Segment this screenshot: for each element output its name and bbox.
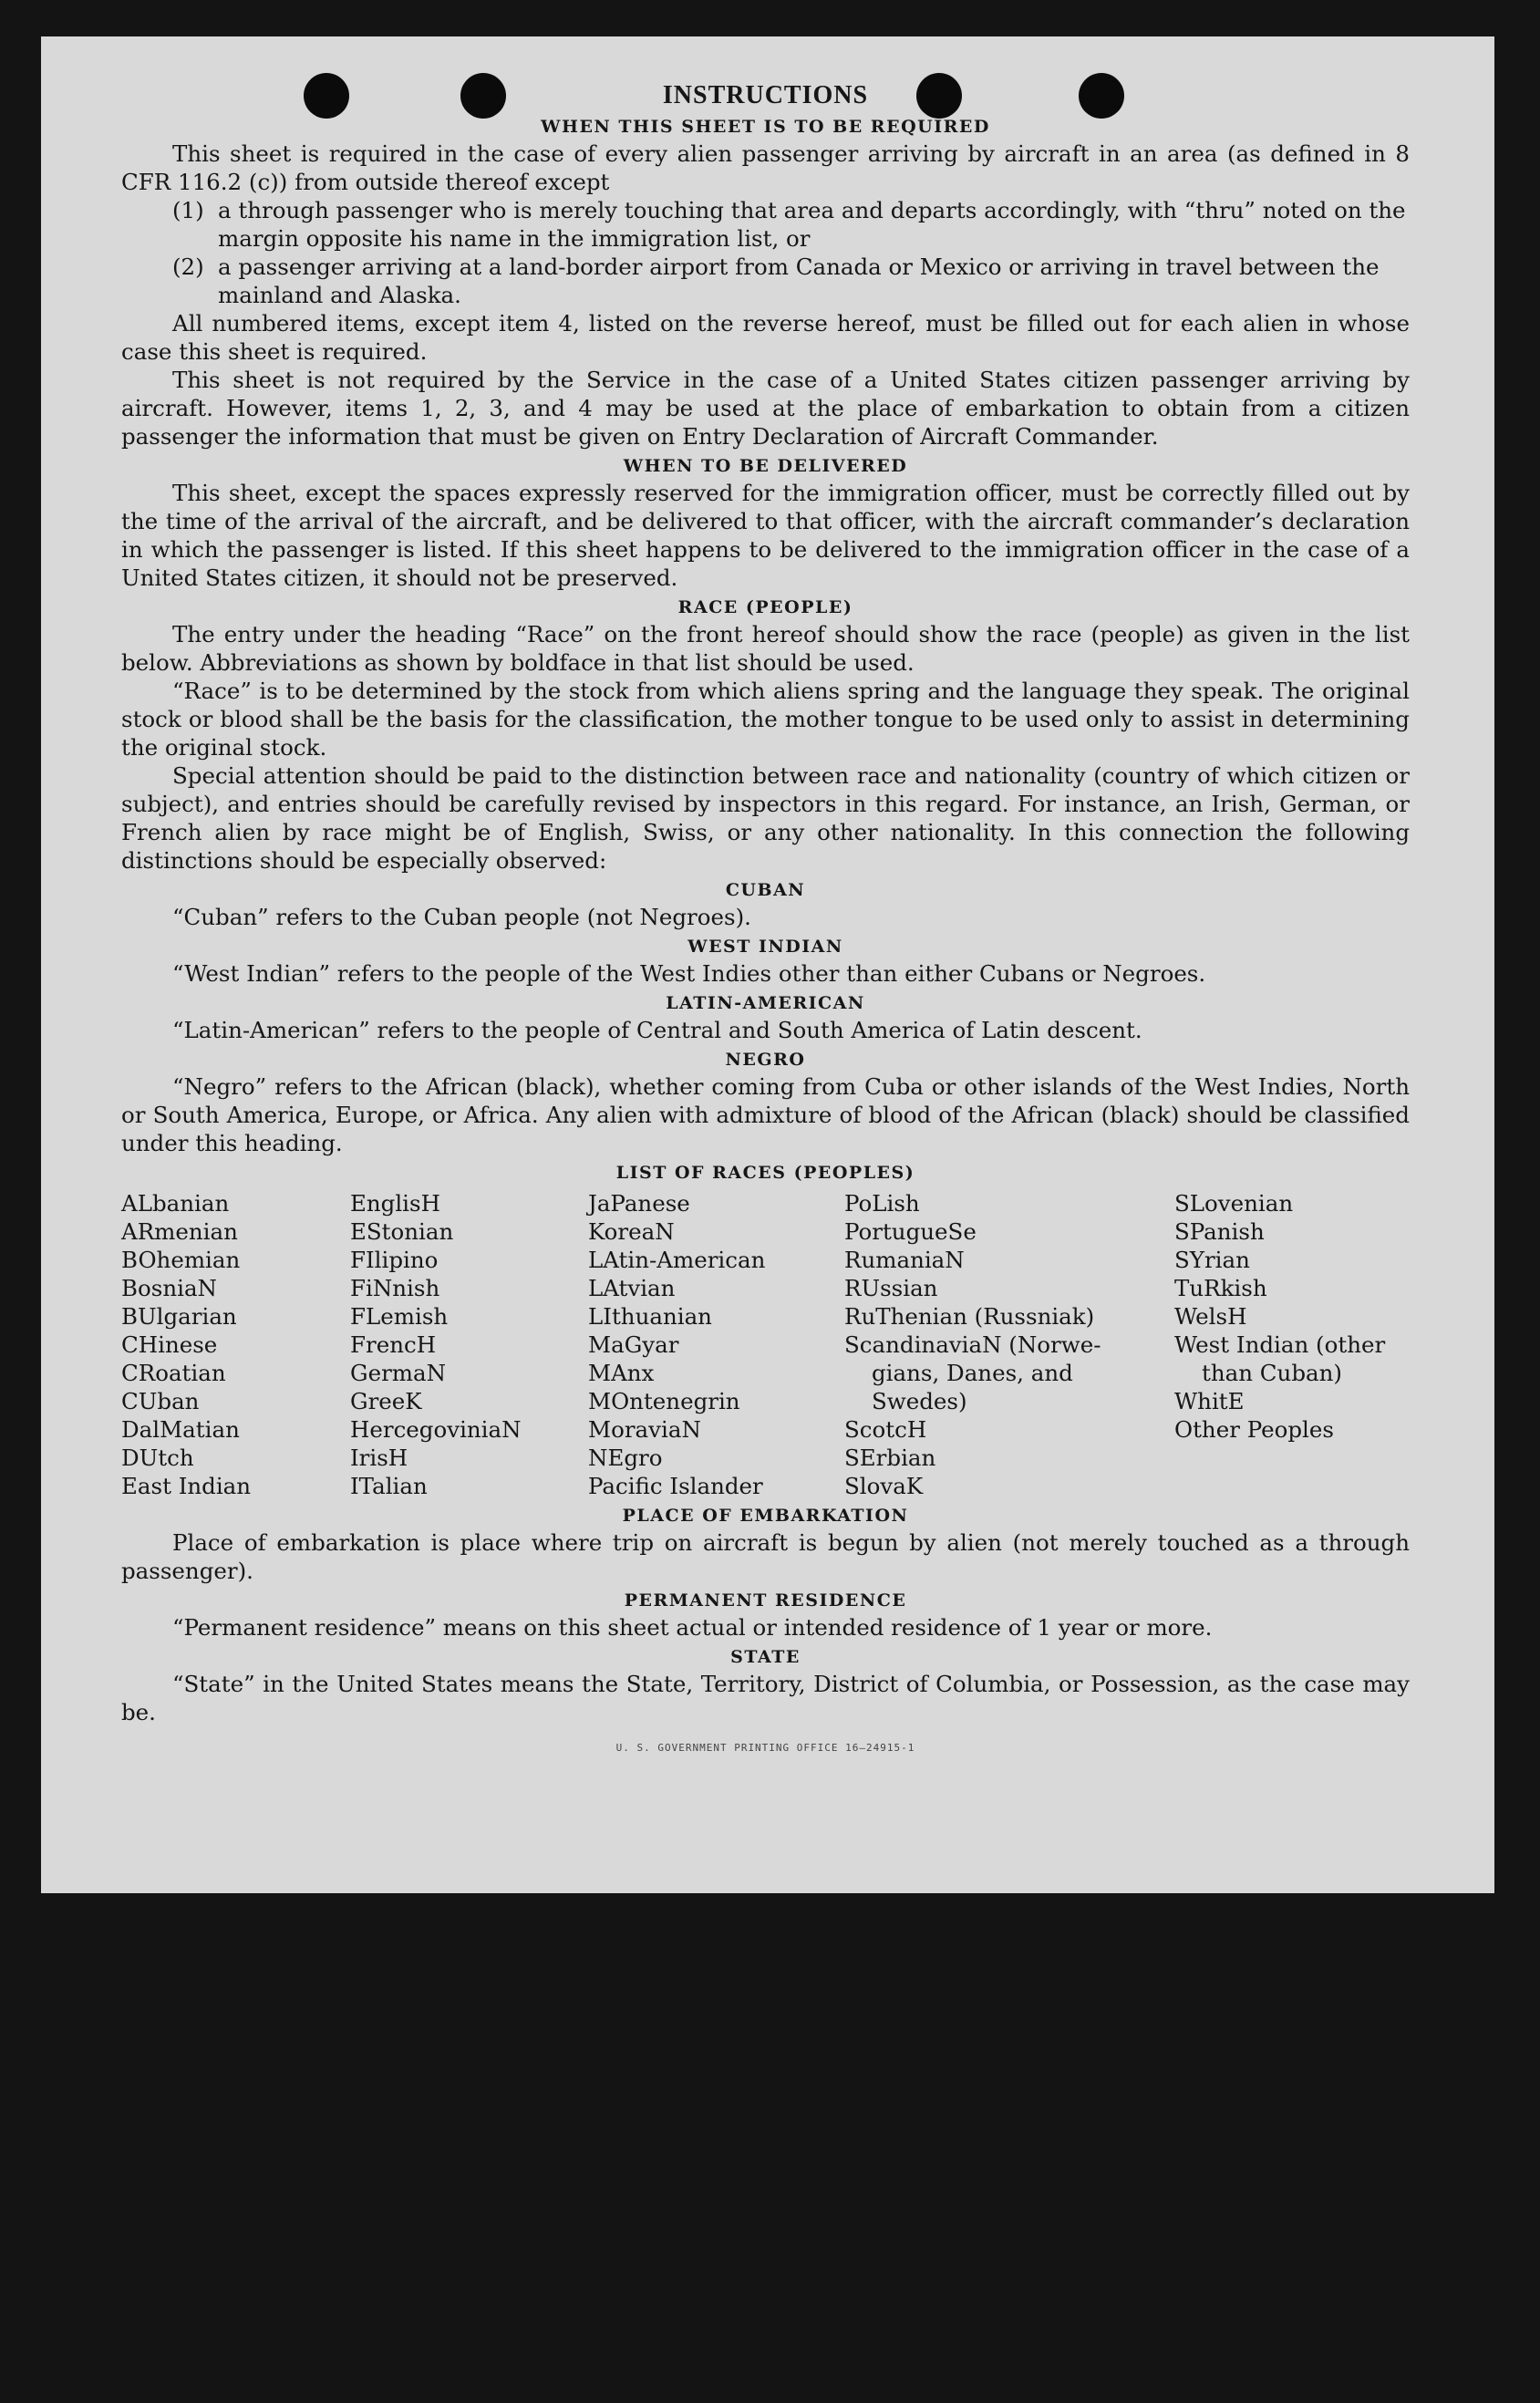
west-indian-definition: “West Indian” refers to the people of the West Indies other than either Cubans or Negroes. xyxy=(172,960,1206,987)
race-entry: BosniaN xyxy=(121,1275,217,1301)
race-entry: RuThenian (Russniak) xyxy=(844,1303,1095,1330)
latin-american-definition: “Latin-American” refers to the people of Central and South America of Latin descent. xyxy=(172,1017,1142,1043)
race-entry: CHinese xyxy=(121,1331,218,1358)
printer-imprint: U. S. GOVERNMENT PRINTING OFFICE 16—24915-1 xyxy=(615,1742,915,1754)
residence-definition: “Permanent residence” means on this sheet actual or intended residence of 1 year or more. xyxy=(172,1614,1213,1641)
race-entry: West Indian (other xyxy=(1174,1331,1386,1358)
race-entry: RUssian xyxy=(844,1275,938,1301)
heading-required: WHEN THIS SHEET IS TO BE REQUIRED xyxy=(541,117,990,137)
race-entry: DalMatian xyxy=(121,1416,240,1443)
race-entry: ScotcH xyxy=(844,1416,927,1443)
required-paragraph: This sheet is not required by the Service in the case of a United States citizen passenger arriving by aircraft. However, items 1, 2, 3, and 4 may be used at the place of embarkation to obtain from a citizen passenger the information that must be given on Entry Declaration of Aircraft Commander. xyxy=(121,367,1410,450)
race-entry: SPanish xyxy=(1174,1218,1265,1245)
exception-item xyxy=(121,253,1410,309)
cuban-definition: “Cuban” refers to the Cuban people (not Negroes). xyxy=(172,904,751,930)
race-entry: EnglisH xyxy=(350,1190,440,1217)
item-number: (2) xyxy=(172,254,204,280)
document-body xyxy=(121,80,1410,1762)
race-entry: WelsH xyxy=(1174,1303,1247,1330)
negro-definition: “Negro” refers to the African (black), whether coming from Cuba or other islands of the West Indies, North or South America, Europe, or Africa. Any alien with admixture of blood of the African (black) should be classified under this heading. xyxy=(121,1073,1410,1156)
page-title: INSTRUCTIONS xyxy=(662,81,869,109)
race-entry: NEgro xyxy=(588,1445,663,1471)
race-entry: IrisH xyxy=(350,1445,408,1471)
race-entry: ARmenian xyxy=(121,1218,238,1245)
heading-negro: NEGRO xyxy=(725,1050,806,1070)
race-entry: FrencH xyxy=(350,1331,437,1358)
race-entry: East Indian xyxy=(121,1473,252,1499)
race-entry: SLovenian xyxy=(1174,1190,1294,1217)
item-text: a passenger arriving at a land-border airport from Canada or Mexico or arriving in travel between the mainland and Alaska. xyxy=(218,254,1380,308)
heading-state: STATE xyxy=(730,1647,801,1667)
required-paragraph: This sheet is required in the case of every alien passenger arriving by aircraft in an area (as defined in 8 CFR 116.2 (c)) from outside thereof except xyxy=(121,140,1410,195)
race-column xyxy=(588,1189,844,1500)
race-entry: DUtch xyxy=(121,1445,194,1471)
embarkation-definition: Place of embarkation is place where trip on aircraft is begun by alien (not merely touched as a through passenger). xyxy=(121,1529,1410,1584)
race-entry: KoreaN xyxy=(588,1218,675,1245)
race-entry: BOhemian xyxy=(121,1247,241,1273)
race-entry: gians, Danes, and xyxy=(872,1360,1073,1386)
race-entry: SlovaK xyxy=(844,1473,924,1499)
item-number: (1) xyxy=(172,197,204,223)
race-entry: GreeK xyxy=(350,1388,422,1414)
heading-latin-american: LATIN-AMERICAN xyxy=(666,993,865,1013)
race-entry: LIthuanian xyxy=(588,1303,712,1330)
race-entry: FiNnish xyxy=(350,1275,440,1301)
race-entry: ScandinaviaN (Norwe- xyxy=(844,1331,1101,1358)
race-entry: Swedes) xyxy=(872,1388,967,1414)
state-definition: “State” in the United States means the State, Territory, District of Columbia, or Possession, as the case may be. xyxy=(121,1671,1410,1725)
race-entry: FIlipino xyxy=(350,1247,439,1273)
race-entry: PortugueSe xyxy=(844,1218,977,1245)
race-column xyxy=(350,1189,588,1500)
race-entry: WhitE xyxy=(1174,1388,1245,1414)
race-entry: ITalian xyxy=(350,1473,428,1499)
race-entry: LAtvian xyxy=(588,1275,676,1301)
heading-race: RACE (PEOPLE) xyxy=(677,597,853,617)
required-paragraph: All numbered items, except item 4, listed on the reverse hereof, must be filled out for each alien in whose case this sheet is required. xyxy=(121,310,1410,365)
race-entry: Other Peoples xyxy=(1174,1416,1334,1443)
heading-cuban: CUBAN xyxy=(725,880,806,900)
race-entry: ALbanian xyxy=(121,1190,230,1217)
heading-delivered: WHEN TO BE DELIVERED xyxy=(623,456,908,476)
race-entry: than Cuban) xyxy=(1202,1360,1342,1386)
race-column xyxy=(844,1189,1174,1500)
race-entry: MaGyar xyxy=(588,1331,679,1358)
race-entry: GermaN xyxy=(350,1360,447,1386)
exception-item xyxy=(121,196,1410,253)
race-entry: BUlgarian xyxy=(121,1303,237,1330)
race-column xyxy=(121,1189,350,1500)
race-paragraph: Special attention should be paid to the distinction between race and nationality (country of which citizen or subject), and entries should be carefully revised by inspectors in this regard. For instance, an Irish, German, or French alien by race might be of English, Swiss, or any other nationality. In this connection the following distinctions should be especially observed: xyxy=(121,762,1410,874)
race-entry: EStonian xyxy=(350,1218,454,1245)
race-entry: FLemish xyxy=(350,1303,449,1330)
race-entry: PoLish xyxy=(844,1190,920,1217)
race-entry: CRoatian xyxy=(121,1360,226,1386)
delivered-paragraph: This sheet, except the spaces expressly reserved for the immigration officer, must be correctly filled out by the time of the arrival of the aircraft, and be delivered to that officer, with the aircraft commander’s declaration in which the passenger is listed. If this sheet happens to be delivered to the immigration officer in the case of a United States citizen, it should not be preserved. xyxy=(121,480,1410,591)
race-paragraph: The entry under the heading “Race” on the front hereof should show the race (people) as given in the list below. Abbreviations as shown by boldface in that list should be used. xyxy=(121,621,1410,676)
heading-embarkation: PLACE OF EMBARKATION xyxy=(622,1506,909,1526)
heading-list-of-races: LIST OF RACES (PEOPLES) xyxy=(615,1163,915,1183)
heading-west-indian: WEST INDIAN xyxy=(687,937,843,957)
race-entry: CUban xyxy=(121,1388,200,1414)
race-entry: HercegoviniaN xyxy=(350,1416,522,1443)
document-sheet xyxy=(41,36,1494,1893)
race-entry: MAnx xyxy=(588,1360,655,1386)
race-entry: RumaniaN xyxy=(844,1247,965,1273)
race-paragraph: “Race” is to be determined by the stock from which aliens spring and the language they speak. The original stock or blood shall be the basis for the classification, the mother tongue to be used only to assist in determining the original stock. xyxy=(121,678,1410,761)
race-entry: JaPanese xyxy=(588,1190,690,1217)
race-list xyxy=(121,1189,1410,1500)
race-entry: MOntenegrin xyxy=(588,1388,740,1414)
heading-permanent-residence: PERMANENT RESIDENCE xyxy=(624,1590,907,1611)
race-entry: LAtin-American xyxy=(588,1247,766,1273)
race-column xyxy=(1174,1189,1410,1500)
race-entry: Pacific Islander xyxy=(588,1473,763,1499)
race-entry: SErbian xyxy=(844,1445,936,1471)
item-text: a through passenger who is merely touching that area and departs accordingly, with “thru” noted on the margin opposite his name in the immigration list, or xyxy=(218,197,1406,252)
race-entry: MoraviaN xyxy=(588,1416,701,1443)
race-entry: SYrian xyxy=(1174,1247,1250,1273)
race-entry: TuRkish xyxy=(1174,1275,1267,1301)
